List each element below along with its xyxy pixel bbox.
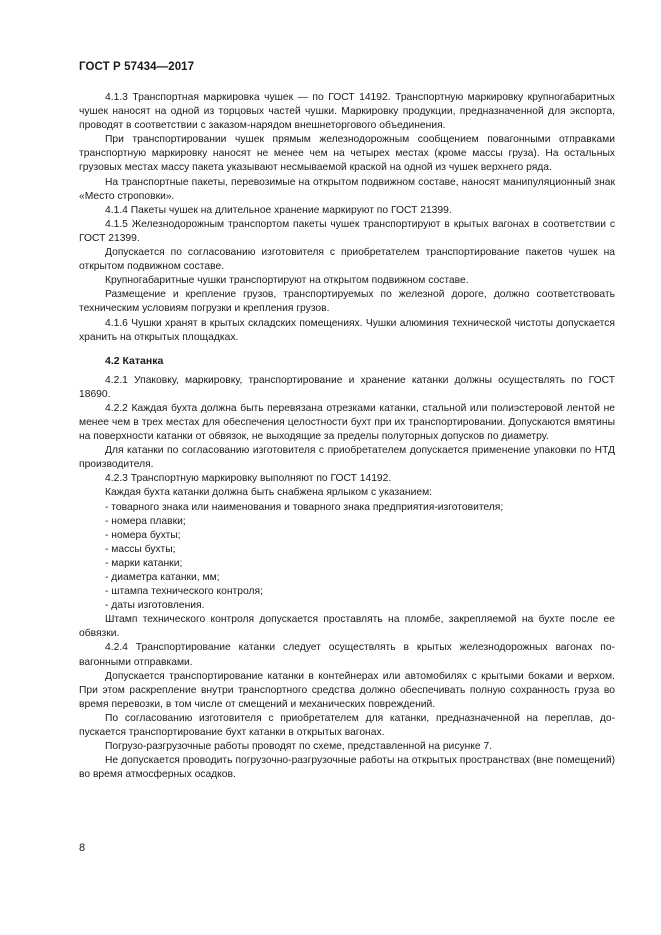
paragraph: Допускается по согласованию изготовителя с приобретателем транспортирование пакетов чушек на открытом подвижном составе. [79,247,615,273]
list-item: - даты изготовления. [105,600,205,612]
paragraph: На транспортные пакеты, перевозимые на открытом подвижном составе, наносят манипуляционный знак «Место строповки». [79,176,615,202]
paragraph: Погрузо-разгрузочные работы проводят по схеме, представленной на рисунке 7. [105,741,493,753]
paragraph: Не допускается проводить погрузочно-разгрузочные работы на открытых пространствах (вне помещений) во время атмосферных осадков. [79,755,615,781]
paragraph: 4.2.3 Транспортную маркировку выполняют по ГОСТ 14192. [105,473,392,485]
paragraph: 4.2.4 Транспортирование катанки следует осуществлять в крытых железнодорожных вагонах повагонными отправками. [79,642,615,668]
label-requirements-list [79,501,615,614]
list-item: - массы бухты; [105,543,176,555]
paragraph: Крупногабаритные чушки транспортируют на открытом подвижном составе. [105,275,469,287]
document-header: ГОСТ Р 57434—2017 [79,61,195,73]
paragraph: 4.1.5 Железнодорожным транспортом пакеты чушек транспортируют в крытых вагонах в соответствии с ГОСТ 21399. [79,218,615,244]
list-item: - номера плавки; [105,515,186,527]
paragraph: Штамп технического контроля допускается проставлять на пломбе, закрепляемой на бухте после ее обвязки. [79,614,615,640]
paragraph: 4.2.2 Каждая бухта должна быть перевязана отрезками катанки, стальной или полиэстеровой лентой не менее чем в трех местах для обеспечения целостности бухт при их транспортировании. Допускаются вмятины на поверхности катанки от обвязок, не выходящие за пределы полуторных допусков по диаметру. [79,402,615,443]
list-item: - номера бухты; [105,529,181,541]
paragraph: 4.1.3 Транспортная маркировка чушек — по ГОСТ 14192. Транспортную маркировку крупногабаритных чушек наносят на одной из торцовых частей чушки. Маркировку продукции, предназначенной для экспорта, проводят в соответствии с заказом-нарядом внешнеторгового объединения. [79,92,615,132]
page-content [79,91,615,782]
section-4-2-text [79,374,615,783]
paragraph: 4.1.6 Чушки хранят в крытых складских помещениях. Чушки алюминия технической чистоты допускается хранить на открытых площадках. [79,317,615,343]
paragraph: 4.2.1 Упаковку, маркировку, транспортирование и хранение катанки должны осуществлять по ГОСТ 18690. [79,374,615,400]
paragraph: По согласованию изготовителя с приобретателем для катанки, предназначенной на переплав, допускается транспортирование бухт катанки в открытых вагонах. [79,712,615,739]
paragraph: При транспортировании чушек прямым железнодорожным сообщением повагонными отправками транспортную маркировку наносят не менее чем на четырех местах (кроме массы груза). На остальных грузовых местах массу пакета указывают несмываемой краской на одной из чушек верхнего ряда. [79,134,615,174]
paragraph: Для катанки по согласованию изготовителя с приобретателем допускается применение упаковки по НТД производителя. [79,445,615,471]
paragraph: Каждая бухта катанки должна быть снабжена ярлыком с указанием: [105,487,433,499]
list-item: - штампа технического контроля; [105,586,263,598]
list-item: - диаметра катанки, мм; [105,572,220,583]
paragraph: 4.1.4 Пакеты чушек на длительное хранение маркируют по ГОСТ 21399. [105,204,452,216]
section-heading: 4.2 Катанка [105,354,164,367]
page-number: 8 [79,842,86,854]
paragraph: Размещение и крепление грузов, транспортируемых по железной дороге, должно соответствовать техническим условиям погрузки и крепления грузов. [79,289,615,315]
section-4-1-text [79,91,615,345]
paragraph: Допускается транспортирование катанки в контейнерах или автомобилях с крытыми боками и верхом. При этом раскрепление внутри транспортного средства должно обеспечивать полную сохранность груза во время перевозки, в том числе от смещений и механических повреждений. [79,670,615,710]
list-item: - товарного знака или наименования и товарного знака предприятия-изготовителя; [105,501,504,513]
list-item: - марки катанки; [105,557,183,569]
